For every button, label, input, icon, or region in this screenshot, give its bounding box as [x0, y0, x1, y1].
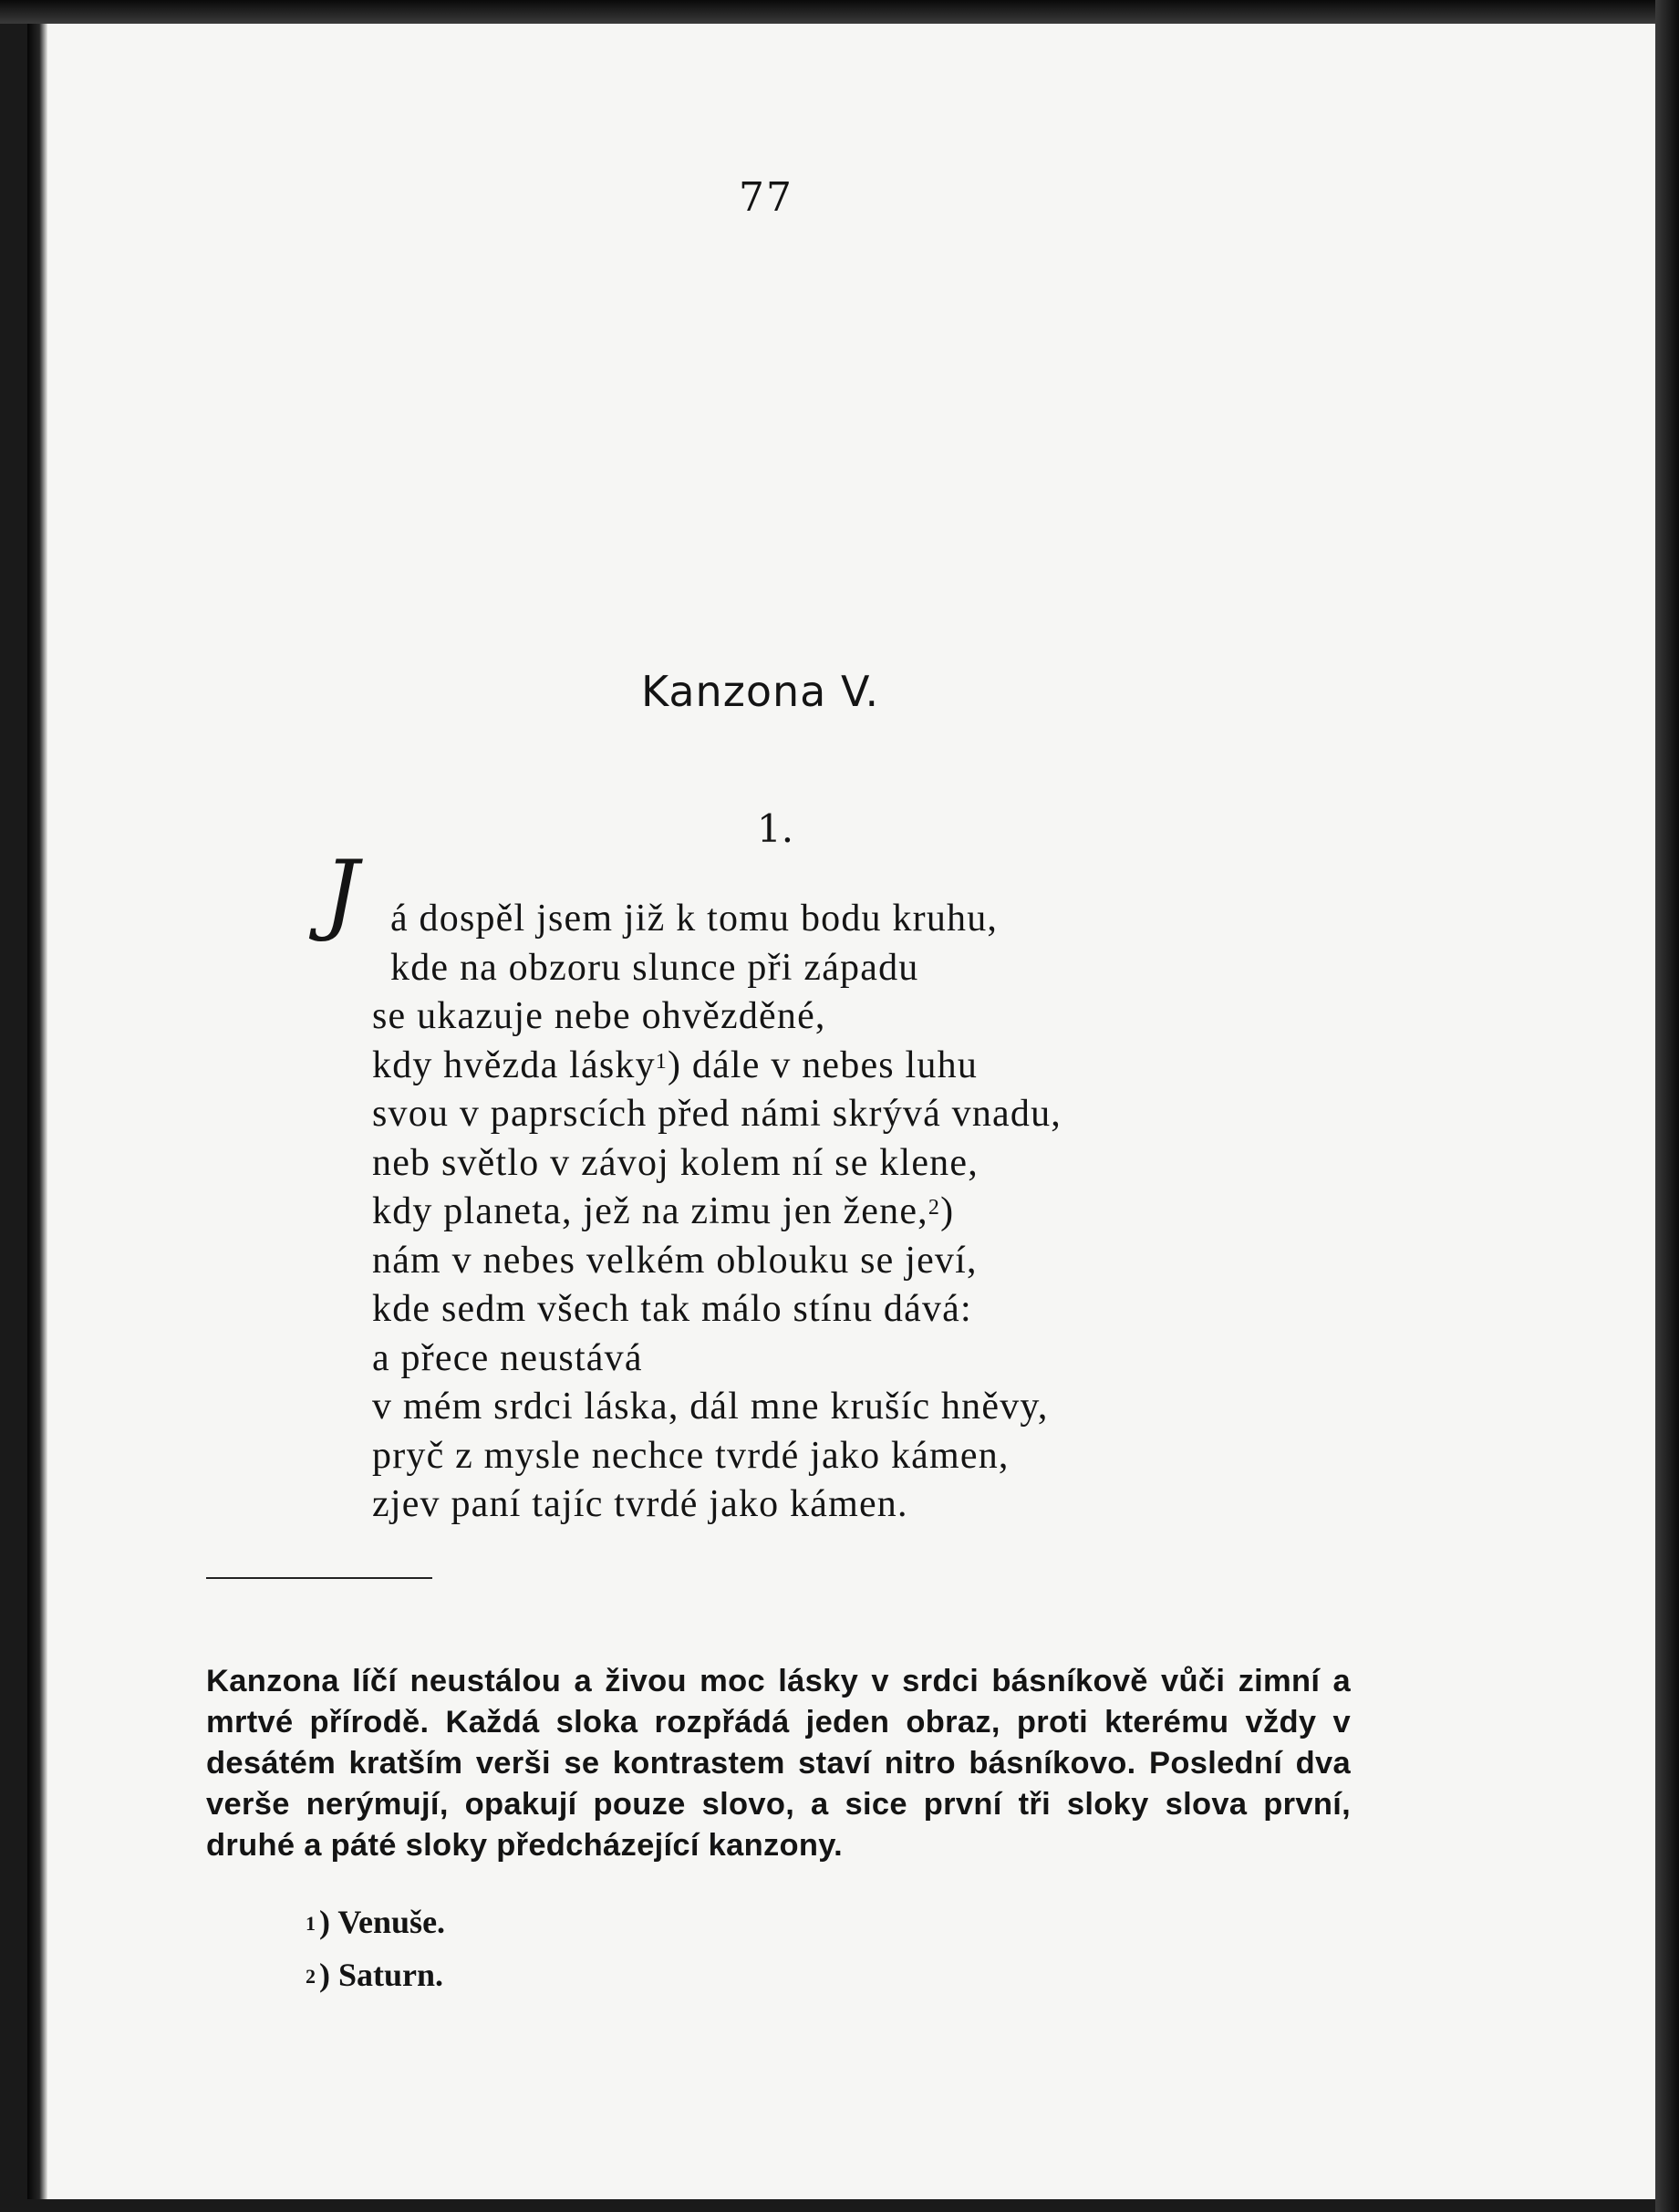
poem-line-tail: ) — [940, 1190, 955, 1232]
poem-line: kde sedm všech tak málo stínu dává: — [372, 1288, 972, 1330]
scan-top-edge — [0, 0, 1679, 24]
poem-stanza — [372, 895, 1062, 1530]
poem-line: a přece neustává — [372, 1336, 643, 1379]
poem-line: v mém srdci láska, dál mne krušíc hněvy, — [372, 1386, 1049, 1428]
poem-line: zjev paní tajíc tvrdé jako kámen. — [372, 1483, 908, 1525]
footnote-text: ) Venuše. — [319, 1904, 446, 1940]
commentary-paragraph: Kanzona líčí neustálou a živou moc lásky v srdci básníkově vůči zimní a mrtvé přírodě. Každá sloka rozpřádá jeden obraz, proti kterému vždy v desátém kratším verši se kontrastem staví nitro básníkovo. Poslední dva verše nerýmují, opakují pouze slovo, a sice první tři sloky slova první, druhé a páté sloky předcházející kanzony. — [206, 1663, 1351, 1863]
poem-line: nám v nebes velkém oblouku se jeví, — [372, 1239, 978, 1282]
book-page — [27, 24, 1655, 2199]
poem-line: kde na obzoru slunce při západu — [390, 946, 919, 989]
drop-cap-initial: J — [324, 842, 359, 944]
footnote-mark: 2 — [306, 1965, 316, 1988]
stanza-number: 1. — [757, 806, 794, 851]
footnote-item — [306, 1948, 445, 2001]
poem-line — [372, 1188, 1062, 1237]
poem-line-text: kdy hvězda lásky — [372, 1044, 656, 1086]
page-spine-shadow — [27, 24, 47, 2199]
footnote-divider — [206, 1577, 432, 1579]
footnote-text: ) Saturn. — [319, 1957, 444, 1993]
page-number: 77 — [739, 174, 793, 221]
footnote-ref: 2 — [928, 1196, 941, 1220]
poem-line: se ukazuje nebe ohvězděné, — [372, 995, 826, 1037]
poem-line-text: kdy planeta, jež na zimu jen žene, — [372, 1190, 928, 1232]
poem-line: svou v paprscích před námi skrývá vnadu, — [372, 1093, 1062, 1135]
footnote-mark: 1 — [306, 1912, 316, 1935]
poem-line: neb světlo v závoj kolem ní se klene, — [372, 1141, 979, 1184]
poem-line-tail: ) dále v nebes luhu — [667, 1044, 979, 1086]
scan-right-edge — [1655, 0, 1679, 2212]
poem-line: á dospěl jsem již k tomu bodu kruhu, — [390, 898, 999, 940]
poem-title: Kanzona V. — [641, 667, 880, 716]
footnote-item — [306, 1895, 445, 1948]
footnotes-list — [306, 1895, 445, 2001]
poem-line: pryč z mysle nechce tvrdé jako kámen, — [372, 1434, 1010, 1477]
footnote-ref: 1 — [655, 1049, 668, 1074]
poem-line — [372, 1042, 1062, 1091]
